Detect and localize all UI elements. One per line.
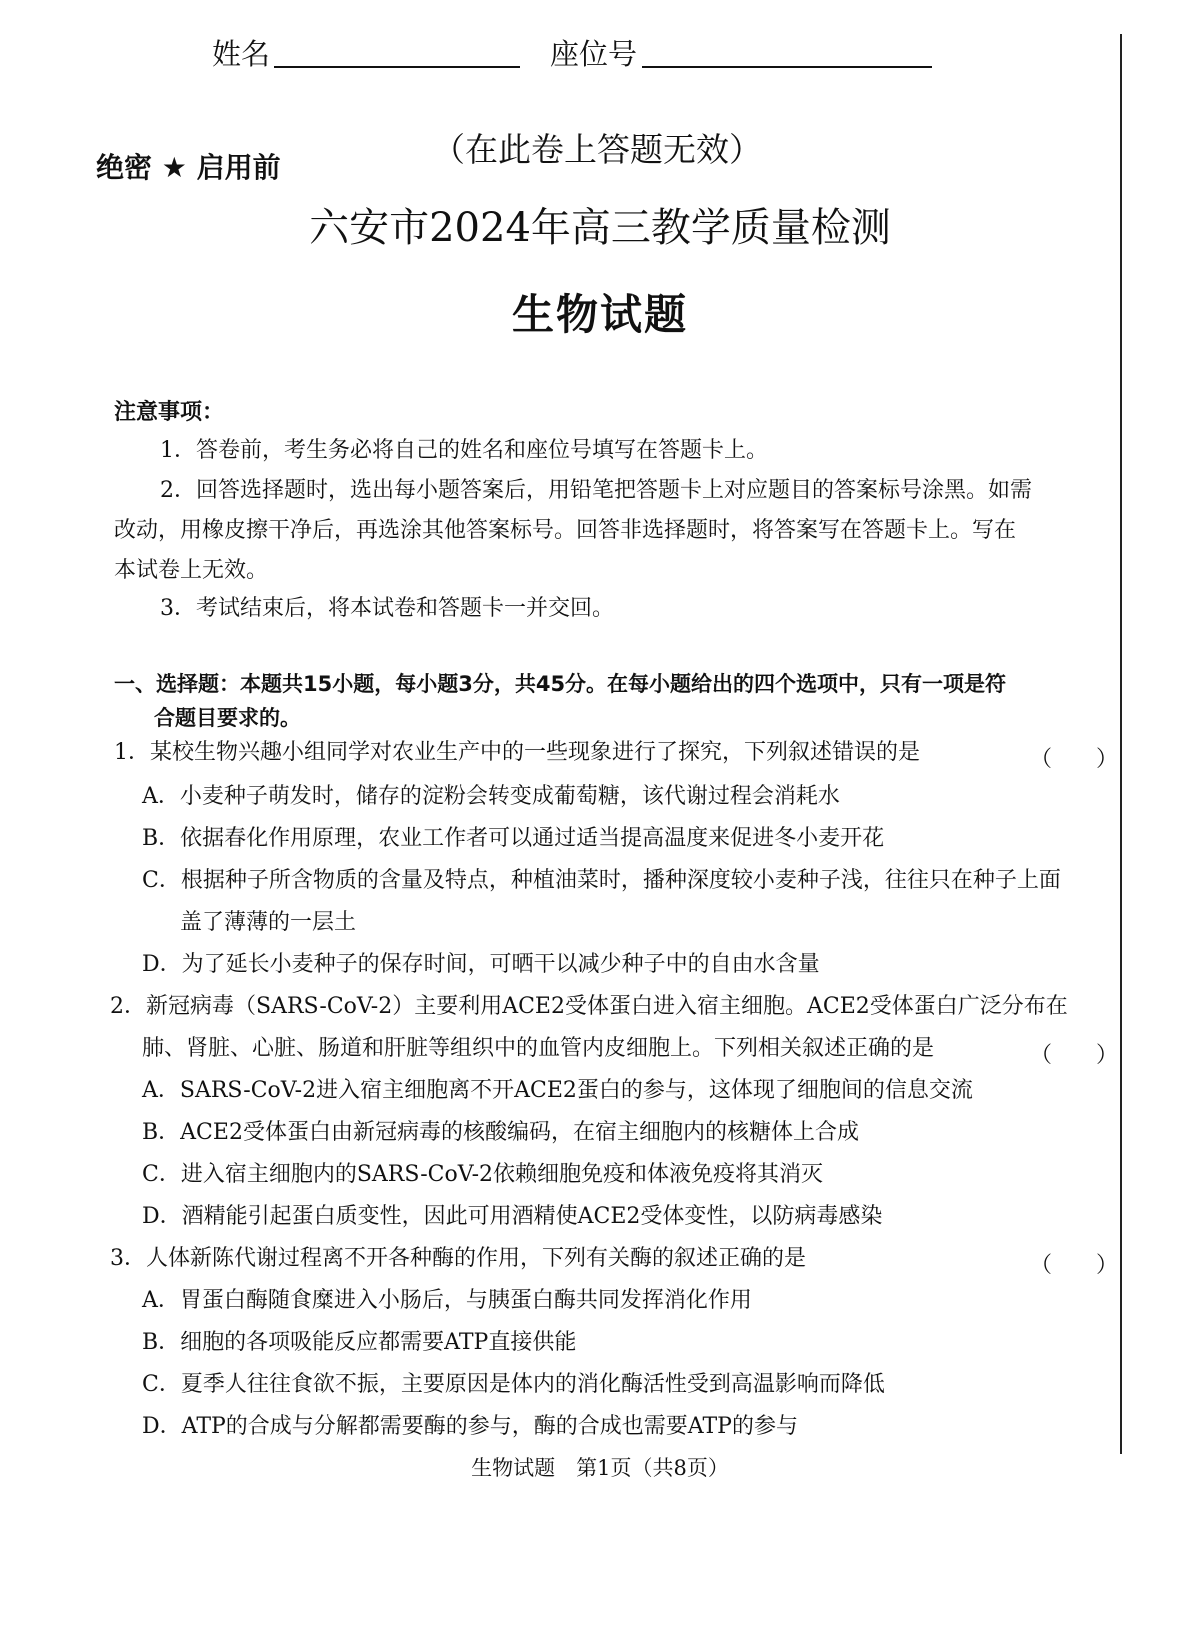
q3-option-a: A．胃蛋白酶随食糜进入小肠后，与胰蛋白酶共同发挥消化作用	[142, 1288, 752, 1313]
notice-item-2-line-3: 本试卷上无效。	[114, 558, 269, 583]
name-label: 姓名	[212, 37, 271, 71]
notice-item-2-line-1: 2．回答选择题时，选出每小题答案后，用铅笔把答题卡上对应题目的答案标号涂黑。如需	[160, 478, 1033, 503]
q1-option-c-line-1: C．根据种子所含物质的含量及特点，种植油菜时，播种深度较小麦种子浅，往往只在种子上面	[142, 868, 1061, 893]
notice-item-1: 1．答卷前，考生务必将自己的姓名和座位号填写在答题卡上。	[160, 438, 768, 463]
q2-option-d: D．酒精能引起蛋白质变性，因此可用酒精使ACE2受体变性，以防病毒感染	[142, 1204, 883, 1229]
secret-mark: 绝密 ★ 启用前	[96, 151, 281, 184]
q1-option-a: A．小麦种子萌发时，储存的淀粉会转变成葡萄糖，该代谢过程会消耗水	[142, 784, 840, 809]
section-1-heading-line-2: 合题目要求的。	[154, 706, 301, 730]
q2-option-c: C．进入宿主细胞内的SARS-CoV-2依赖细胞免疫和体液免疫将其消灭	[142, 1162, 824, 1187]
q1-option-c-line-2: 盖了薄薄的一层土	[180, 910, 357, 935]
exam-subtitle: 生物试题	[511, 290, 688, 339]
seat-label: 座位号	[550, 37, 638, 71]
page-footer: 生物试题 第1页（共8页）	[471, 1456, 729, 1480]
q2-answer-paren: （ ）	[1030, 1043, 1119, 1068]
q1-option-d: D．为了延长小麦种子的保存时间，可晒干以减少种子中的自由水含量	[142, 952, 820, 977]
section-1-heading-line-1: 一、选择题：本题共15小题，每小题3分，共45分。在每小题给出的四个选项中，只有一项是符	[114, 672, 1007, 696]
q1-answer-paren: （ ）	[1030, 747, 1119, 772]
name-blank-line	[274, 66, 520, 68]
q3-option-c: C．夏季人往往食欲不振，主要原因是体内的消化酶活性受到高温影响而降低	[142, 1372, 885, 1397]
notice-item-2-line-2: 改动，用橡皮擦干净后，再选涂其他答案标号。回答非选择题时，将答案写在答题卡上。写在	[114, 518, 1017, 543]
notice-item-3: 3．考试结束后，将本试卷和答题卡一并交回。	[160, 596, 614, 621]
exam-title: 六安市2024年高三教学质量检测	[309, 205, 891, 251]
q1-option-b: B．依据春化作用原理，农业工作者可以通过适当提高温度来促进冬小麦开花	[142, 826, 885, 851]
no-answer-note: （在此卷上答题无效）	[432, 130, 762, 169]
q1-stem: 1．某校生物兴趣小组同学对农业生产中的一些现象进行了探究，下列叙述错误的是	[114, 740, 920, 765]
q3-answer-paren: （ ）	[1030, 1253, 1119, 1278]
q2-option-a: A．SARS-CoV-2进入宿主细胞离不开ACE2蛋白的参与，这体现了细胞间的信息交流	[142, 1078, 973, 1103]
q2-stem-line-2: 肺、肾脏、心脏、肠道和肝脏等组织中的血管内皮细胞上。下列相关叙述正确的是	[142, 1036, 935, 1061]
q2-option-b: B．ACE2受体蛋白由新冠病毒的核酸编码，在宿主细胞内的核糖体上合成	[142, 1120, 859, 1145]
q3-option-d: D．ATP的合成与分解都需要酶的参与，酶的合成也需要ATP的参与	[142, 1414, 798, 1439]
q2-stem-line-1: 2．新冠病毒（SARS-CoV-2）主要利用ACE2受体蛋白进入宿主细胞。ACE2受体蛋白广泛分布在	[110, 994, 1068, 1019]
notice-heading: 注意事项：	[114, 400, 225, 425]
q3-option-b: B．细胞的各项吸能反应都需要ATP直接供能	[142, 1330, 577, 1355]
q3-stem: 3．人体新陈代谢过程离不开各种酶的作用，下列有关酶的叙述正确的是	[110, 1246, 806, 1271]
seat-blank-line	[642, 66, 932, 68]
